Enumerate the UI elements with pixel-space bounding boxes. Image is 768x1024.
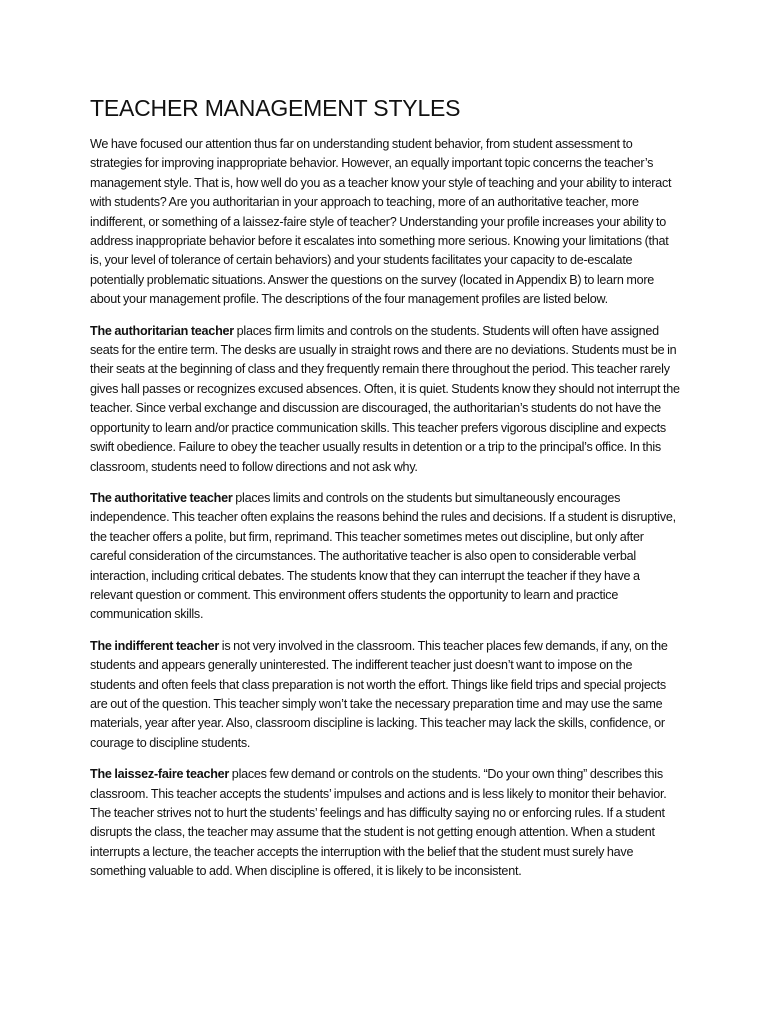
authoritative-paragraph	[90, 489, 680, 625]
authoritative-term: The authoritative teacher	[90, 490, 233, 505]
laissez-faire-term: The laissez-faire teacher	[90, 767, 230, 782]
laissez-faire-description: places few demand or controls on the students. “Do your own thing” describes this classroom. This teacher accepts the students’ impulses and actions and is less likely to monitor their behavior. The teacher strives not to hurt the students’ feelings and has difficulty saying no or enforcing rules. If a student disrupts the class, the teacher may assume that the student is not getting enough attention. When a student interrupts a lecture, the teacher accepts the interruption with the belief that the student must surely have something valuable to add. When discipline is offered, it is likely to be inconsistent.	[90, 767, 667, 879]
authoritarian-term: The authoritarian teacher	[90, 323, 234, 338]
intro-paragraph: We have focused our attention thus far on understanding student behavior, from student assessment to strategies for improving inappropriate behavior. However, an equally important topic concerns the teacher’s management style. That is, how well do you as a teacher know your style of teaching and your ability to interact with students? Are you authoritarian in your approach to teaching, more of an authoritative teacher, more indifferent, or something of a laissez-faire style of teacher? Understanding your profile increases your ability to address inappropriate behavior before it escalates into something more serious. Knowing your limitations (that is, your level of tolerance of certain behaviors) and your students facilitates your capacity to de-escalate potentially problematic situations. Answer the questions on the survey (located in Appendix B) to learn more about your management profile. The descriptions of the four management profiles are listed below.	[90, 137, 672, 307]
indifferent-term: The indifferent teacher	[90, 638, 220, 653]
authoritarian-paragraph	[90, 322, 680, 477]
document-title: TEACHER MANAGEMENT STYLES	[90, 95, 461, 121]
authoritative-description: places limits and controls on the students but simultaneously encourages independence. This teacher often explains the reasons behind the rules and decisions. If a student is disruptive, the teacher offers a polite, but firm, reprimand. This teacher sometimes metes out discipline, but only after careful consideration of the circumstances. The authoritative teacher is also open to considerable verbal interaction, including critical debates. The students know that they can interrupt the teacher if they have a relevant question or comment. This environment offers students the opportunity to learn and practice communication skills.	[90, 490, 676, 622]
indifferent-description: is not very involved in the classroom. This teacher places few demands, if any, on the students and appears generally uninterested. The indifferent teacher just doesn’t want to impose on the students and often feels that class preparation is not worth the effort. Things like field trips and special projects are out of the question. This teacher simply won’t take the necessary preparation time and may use the same materials, year after year. Also, classroom discipline is lacking. This teacher may lack the skills, confidence, or courage to discipline students.	[90, 638, 668, 750]
authoritarian-description: places firm limits and controls on the students. Students will often have assigned seats for the entire term. The desks are usually in straight rows and there are no deviations. Students must be in their seats at the beginning of class and they frequently remain there throughout the period. This teacher rarely gives hall passes or recognizes excused absences. Often, it is quiet. Students know they should not interrupt the teacher. Since verbal exchange and discussion are discouraged, the authoritarian’s students do not have the opportunity to learn and/or practice communication skills. This teacher prefers vigorous discipline and expects swift obedience. Failure to obey the teacher usually results in detention or a trip to the principal’s office. In this classroom, students need to follow directions and not ask why.	[90, 323, 680, 474]
laissez-faire-paragraph	[90, 765, 680, 881]
indifferent-paragraph	[90, 637, 680, 753]
document-page	[90, 95, 680, 894]
